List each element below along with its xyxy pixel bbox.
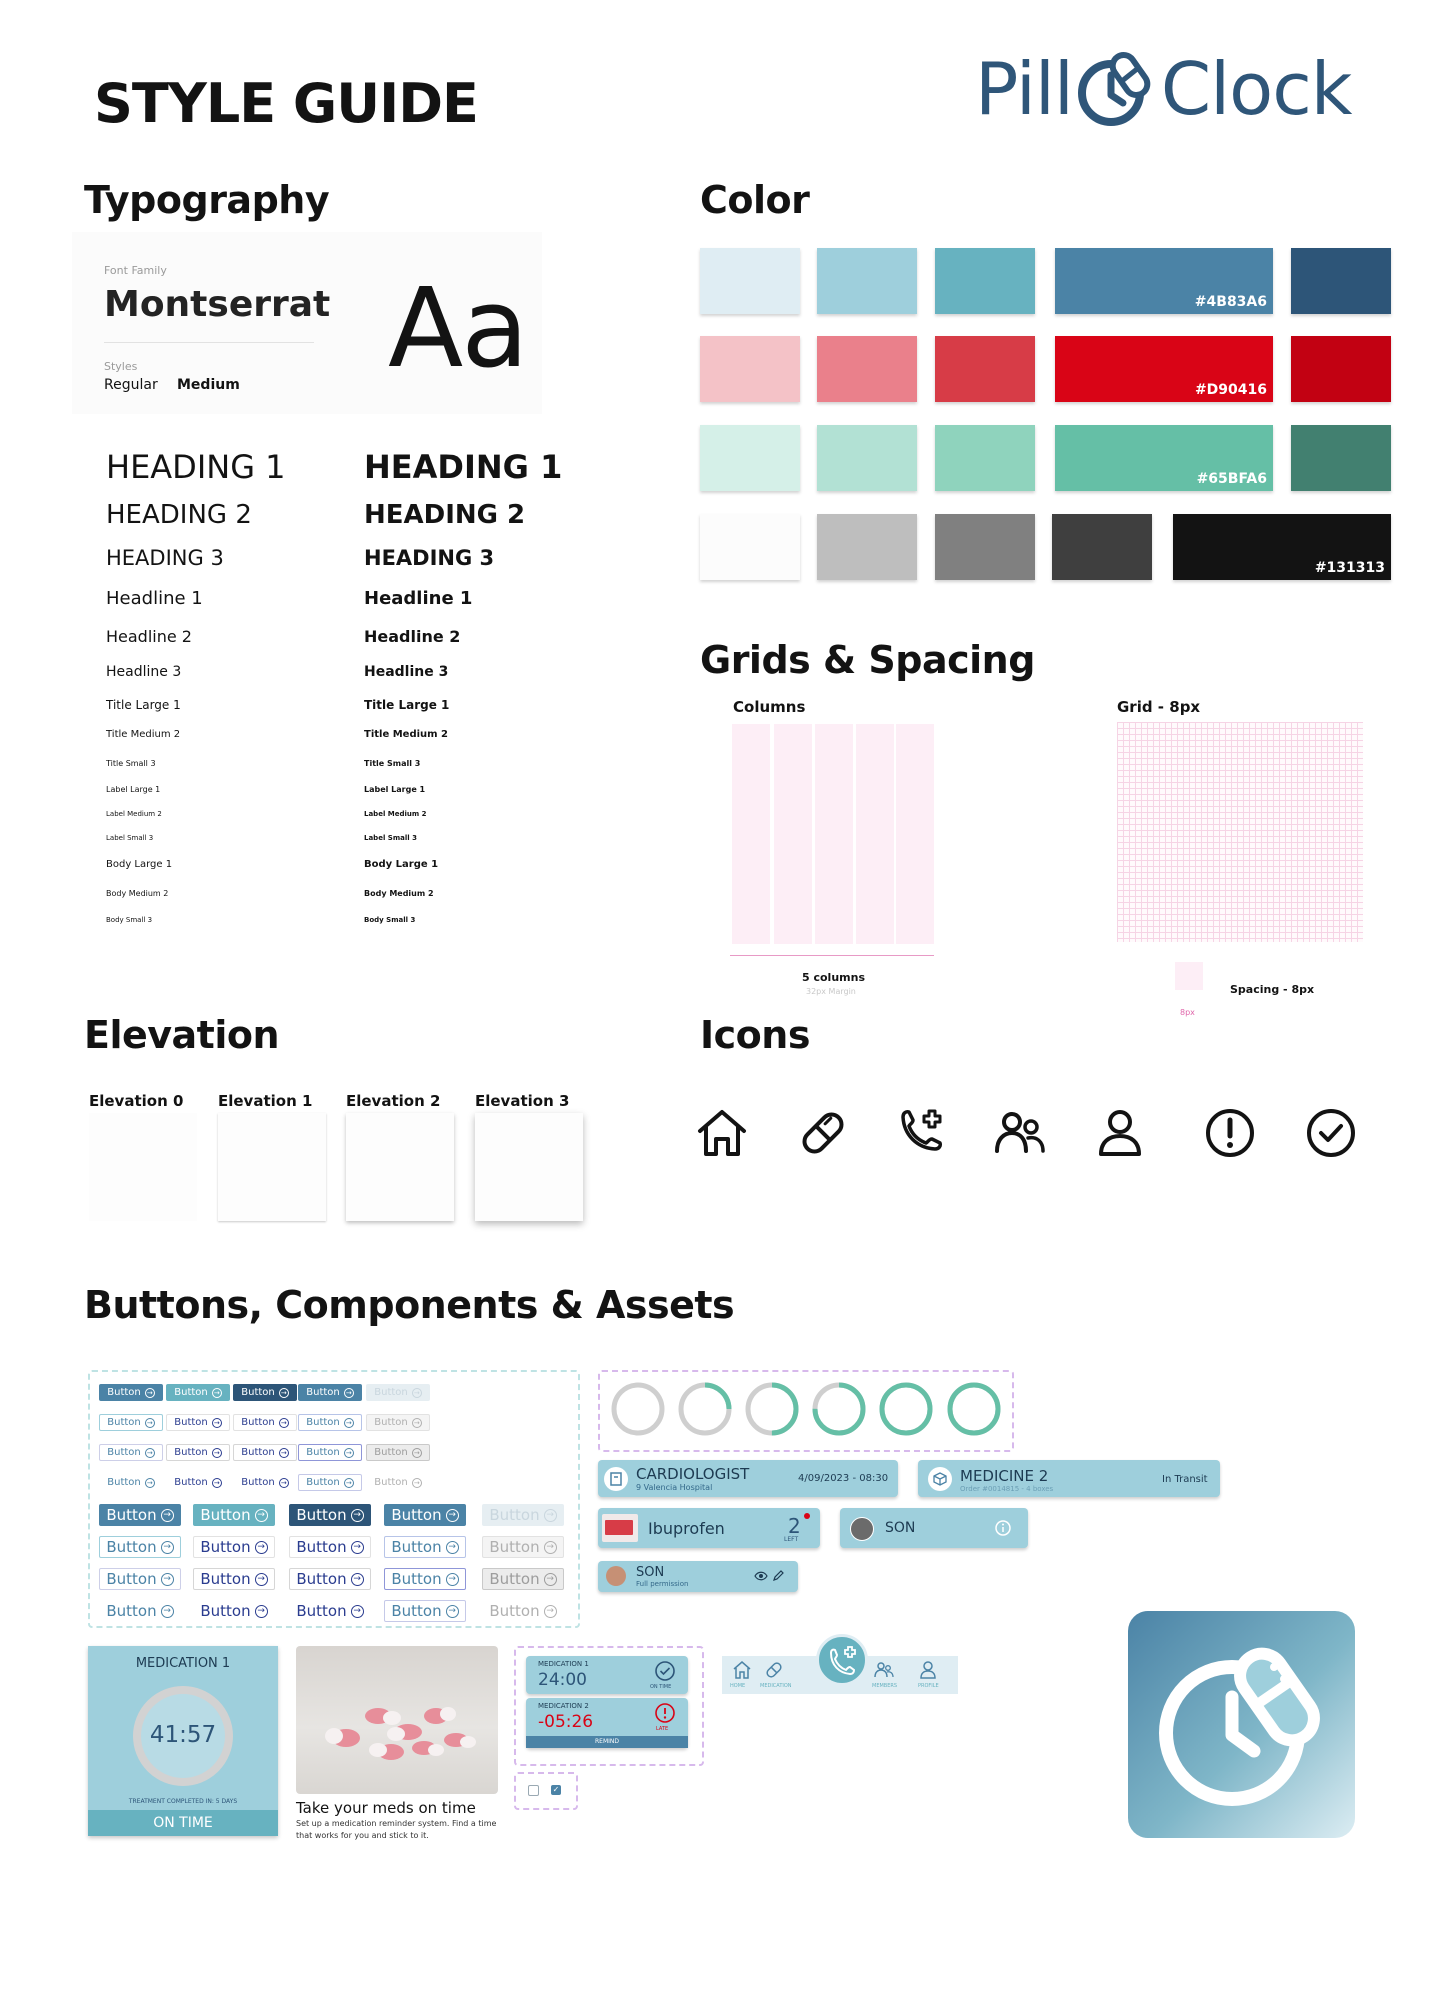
button[interactable] [166, 1414, 230, 1431]
progress-ring [878, 1381, 934, 1437]
nav-medication-label: MEDICATION [760, 1683, 792, 1689]
arrow-right-icon: → [212, 1418, 222, 1428]
button[interactable] [482, 1600, 564, 1622]
order-title: MEDICINE 2 [960, 1467, 1049, 1485]
arrow-right-icon: → [161, 1509, 174, 1522]
status-label: ON TIME [153, 1815, 213, 1831]
color-swatch [1291, 336, 1391, 402]
progress-ring-fill [950, 1385, 998, 1433]
spacing-unit: 8px [1180, 1008, 1195, 1017]
type-heading-2: HEADING 2 [106, 500, 252, 530]
color-swatch [817, 336, 917, 402]
remind-button[interactable] [526, 1736, 688, 1748]
button-label: Button [296, 1538, 347, 1556]
button[interactable] [193, 1600, 275, 1622]
color-swatch [817, 248, 917, 314]
arrow-right-icon: → [145, 1388, 155, 1398]
button[interactable] [482, 1536, 564, 1558]
button[interactable] [384, 1600, 466, 1622]
button-label: Button [296, 1506, 347, 1524]
medication-item-2[interactable] [526, 1698, 688, 1748]
button-label: Button [391, 1538, 442, 1556]
alert-dot [804, 1513, 810, 1519]
checkbox-unchecked[interactable] [528, 1785, 539, 1796]
pill-icon[interactable] [764, 1660, 784, 1680]
button-label: Button [374, 1387, 408, 1398]
button[interactable] [166, 1384, 230, 1401]
icons-heading: Icons [700, 1013, 810, 1057]
button[interactable] [233, 1474, 297, 1491]
type-label-small: Label Small 3 [106, 834, 154, 842]
medication-timer-card[interactable] [88, 1646, 278, 1836]
color-swatch [935, 514, 1035, 580]
button[interactable] [482, 1504, 564, 1526]
progress-ring [610, 1381, 666, 1437]
promo-title: Take your meds on time [296, 1799, 476, 1817]
button-label: Button [489, 1506, 540, 1524]
timer-value: 41:57 [149, 1722, 217, 1748]
button[interactable] [193, 1504, 275, 1526]
button-label: Button [200, 1570, 251, 1588]
button[interactable] [166, 1444, 230, 1461]
order-card[interactable] [918, 1460, 1220, 1497]
color-swatch [817, 514, 917, 580]
color-swatch [1055, 336, 1273, 402]
arrow-right-icon: → [412, 1478, 422, 1488]
progress-ring [811, 1381, 867, 1437]
button-label: Button [306, 1387, 340, 1398]
margin-caption: 32px Margin [806, 987, 856, 996]
button[interactable] [384, 1536, 466, 1558]
font-name: Montserrat [104, 284, 331, 325]
logo-text-left: Pill [975, 47, 1073, 131]
color-hex-label: #65BFA6 [1196, 471, 1267, 487]
medication-item-status: LATE [656, 1726, 669, 1732]
arrow-right-icon: → [212, 1448, 222, 1458]
arrow-right-icon: → [145, 1418, 155, 1428]
grid-column [815, 724, 853, 944]
font-sample: Aa [388, 264, 527, 392]
elevation-card-3 [475, 1113, 583, 1221]
elevation-card-1 [218, 1113, 326, 1221]
button[interactable] [99, 1504, 181, 1526]
button-label: Button [107, 1447, 141, 1458]
type-body-small: Body Small 3 [364, 916, 416, 924]
button[interactable] [384, 1568, 466, 1590]
profile-icon[interactable] [918, 1660, 938, 1680]
elevation-label-0: Elevation 0 [89, 1092, 184, 1110]
arrow-right-icon: → [544, 1605, 557, 1618]
type-label-large: Label Large 1 [106, 785, 161, 794]
elevation-heading: Elevation [84, 1013, 280, 1057]
style-medium: Medium [177, 377, 240, 393]
arrow-right-icon: → [161, 1541, 174, 1554]
arrow-right-icon: → [351, 1541, 364, 1554]
grids-heading: Grids & Spacing [700, 638, 1035, 682]
arrow-right-icon: → [344, 1448, 354, 1458]
info-icon[interactable] [994, 1519, 1012, 1537]
button[interactable] [193, 1536, 275, 1558]
button-label: Button [106, 1506, 157, 1524]
type-title-small: Title Small 3 [106, 759, 156, 768]
button[interactable] [193, 1568, 275, 1590]
button[interactable] [99, 1474, 163, 1491]
arrow-right-icon: → [344, 1418, 354, 1428]
arrow-right-icon: → [279, 1478, 289, 1488]
color-swatch [1291, 425, 1391, 491]
arrow-right-icon: → [544, 1509, 557, 1522]
button-label: Button [306, 1477, 340, 1488]
alert-icon [1202, 1105, 1258, 1161]
grid-column [774, 724, 812, 944]
medication-item-status: ON TIME [650, 1684, 672, 1690]
member-name: SON [885, 1520, 916, 1536]
pill-icon [795, 1105, 851, 1161]
arrow-right-icon: → [344, 1388, 354, 1398]
member-card[interactable] [840, 1508, 1028, 1548]
button-label: Button [106, 1570, 157, 1588]
arrow-right-icon: → [412, 1448, 422, 1458]
arrow-right-icon: → [351, 1509, 364, 1522]
pills-illustration [296, 1646, 498, 1794]
button-label: Button [174, 1477, 208, 1488]
color-swatch [1055, 248, 1273, 314]
button[interactable] [289, 1600, 371, 1622]
columns-caption: 5 columns [802, 971, 866, 984]
arrow-right-icon: → [212, 1388, 222, 1398]
arrow-right-icon: → [351, 1605, 364, 1618]
eye-icon[interactable] [754, 1570, 768, 1582]
arrow-right-icon: → [544, 1541, 557, 1554]
order-detail: Order #0014815 - 4 boxes [960, 1485, 1054, 1493]
fab-add-appointment[interactable] [816, 1634, 868, 1686]
arrow-right-icon: → [544, 1573, 557, 1586]
order-status: In Transit [1162, 1474, 1208, 1485]
type-heading-1: HEADING 1 [106, 448, 286, 486]
medication-title: MEDICATION 1 [135, 1656, 231, 1671]
columns-label: Columns [733, 698, 806, 716]
button-label: Button [374, 1417, 408, 1428]
arrow-right-icon: → [446, 1541, 459, 1554]
medication-item-time: 24:00 [538, 1670, 587, 1690]
type-title-large: Title Large 1 [364, 698, 450, 712]
type-title-medium: Title Medium 2 [364, 729, 449, 740]
arrow-right-icon: → [255, 1573, 268, 1586]
arrow-right-icon: → [446, 1573, 459, 1586]
medication-item-label: MEDICATION 1 [538, 1660, 589, 1668]
style-regular: Regular [104, 377, 158, 393]
phone-medical-icon [893, 1105, 949, 1161]
button-label: Button [174, 1447, 208, 1458]
type-label-large: Label Large 1 [364, 785, 426, 794]
type-headline-1: Headline 1 [106, 588, 203, 609]
button-label: Button [391, 1570, 442, 1588]
stock-card[interactable] [598, 1508, 820, 1548]
button-label: Button [241, 1477, 275, 1488]
button[interactable] [99, 1384, 163, 1401]
button-label: Button [106, 1602, 157, 1620]
grid-label: Grid - 8px [1117, 698, 1201, 716]
type-heading-3: HEADING 3 [364, 546, 495, 570]
check-icon [1303, 1105, 1359, 1161]
type-body-medium: Body Medium 2 [364, 889, 434, 898]
divider [104, 342, 314, 343]
button-label: Button [200, 1538, 251, 1556]
button-label: Button [107, 1417, 141, 1428]
type-title-large: Title Large 1 [106, 698, 181, 712]
button[interactable] [366, 1474, 430, 1491]
button[interactable] [298, 1444, 362, 1461]
button[interactable] [99, 1568, 181, 1590]
type-heading-3: HEADING 3 [106, 546, 224, 570]
color-heading: Color [700, 178, 810, 222]
arrow-right-icon: → [446, 1509, 459, 1522]
check-icon [654, 1660, 676, 1682]
components-heading: Buttons, Components & Assets [84, 1283, 735, 1327]
logo-text-right: Clock [1160, 47, 1352, 131]
button-label: Button [374, 1447, 408, 1458]
arrow-right-icon: → [255, 1541, 268, 1554]
type-body-small: Body Small 3 [106, 916, 153, 924]
profile-icon [1092, 1105, 1148, 1161]
remind-label: REMIND [594, 1738, 619, 1745]
color-swatch [1173, 514, 1391, 580]
elevation-label-2: Elevation 2 [346, 1092, 441, 1110]
styles-label: Styles [104, 360, 138, 373]
type-label-medium: Label Medium 2 [364, 810, 427, 818]
button-label: Button [200, 1602, 251, 1620]
appointment-card[interactable] [598, 1460, 898, 1497]
color-hex-label: #4B83A6 [1194, 294, 1267, 310]
button[interactable] [289, 1568, 371, 1590]
arrow-right-icon: → [412, 1388, 422, 1398]
grid-8px-preview [1117, 722, 1363, 942]
button[interactable] [366, 1444, 430, 1461]
nav-members-label: MEMBERS [872, 1683, 898, 1689]
treatment-note: TREATMENT COMPLETED IN: 5 DAYS [128, 1798, 238, 1805]
stock-count: 2 [788, 1514, 801, 1538]
button[interactable] [99, 1600, 181, 1622]
arrow-right-icon: → [279, 1418, 289, 1428]
button-label: Button [296, 1570, 347, 1588]
color-swatch [700, 425, 800, 491]
arrow-right-icon: → [279, 1388, 289, 1398]
type-headline-3: Headline 3 [106, 664, 182, 680]
medication-item-time: -05:26 [538, 1712, 594, 1732]
permission-card[interactable] [598, 1561, 798, 1592]
color-swatch [700, 336, 800, 402]
progress-ring [677, 1381, 733, 1437]
button[interactable] [384, 1504, 466, 1526]
button-label: Button [391, 1602, 442, 1620]
checkbox-checked[interactable]: ✓ [552, 1785, 560, 1794]
color-hex-label: #D90416 [1194, 382, 1267, 398]
button-label: Button [374, 1477, 408, 1488]
arrow-right-icon: → [255, 1509, 268, 1522]
button[interactable] [233, 1414, 297, 1431]
ibuprofen-box-image [602, 1514, 638, 1542]
color-swatch [700, 248, 800, 314]
arrow-right-icon: → [145, 1448, 155, 1458]
avatar [850, 1517, 874, 1541]
arrow-right-icon: → [279, 1448, 289, 1458]
grid-column [896, 724, 934, 944]
button[interactable] [366, 1414, 430, 1431]
edit-icon[interactable] [772, 1569, 785, 1582]
font-family-card [72, 232, 542, 414]
margin-line [730, 955, 934, 956]
arrow-right-icon: → [161, 1605, 174, 1618]
button-label: Button [306, 1417, 340, 1428]
pillclock-logo [975, 44, 1351, 134]
appointment-title: CARDIOLOGIST [636, 1465, 750, 1483]
nav-profile-label: PROFILE [918, 1683, 939, 1689]
color-swatch [935, 336, 1035, 402]
type-label-small: Label Small 3 [364, 834, 417, 842]
clock-pill-icon [1128, 1611, 1355, 1838]
stock-left-label: LEFT [784, 1536, 799, 1543]
button[interactable] [289, 1536, 371, 1558]
typography-heading: Typography [84, 178, 330, 222]
progress-ring [946, 1381, 1002, 1437]
grid-column [732, 724, 770, 944]
button[interactable] [99, 1414, 163, 1431]
color-swatch [1052, 514, 1152, 580]
button-label: Button [106, 1538, 157, 1556]
alert-icon [654, 1702, 676, 1724]
elevation-card-2 [346, 1113, 454, 1221]
type-headline-2: Headline 2 [364, 627, 461, 646]
color-swatch [1055, 425, 1273, 491]
appointment-location: 9 Valencia Hospital [636, 1483, 713, 1492]
button[interactable] [233, 1384, 297, 1401]
button-label: Button [489, 1538, 540, 1556]
clock-pill-icon [1075, 47, 1159, 131]
arrow-right-icon: → [412, 1418, 422, 1428]
home-icon[interactable] [732, 1660, 752, 1680]
arrow-right-icon: → [145, 1478, 155, 1488]
type-heading-2: HEADING 2 [364, 500, 526, 530]
button-label: Button [391, 1506, 442, 1524]
font-family-label: Font Family [104, 264, 167, 277]
color-swatch [700, 514, 800, 580]
type-body-large: Body Large 1 [364, 859, 439, 870]
button[interactable] [366, 1384, 430, 1401]
pills-photo [296, 1646, 498, 1794]
box-icon [928, 1467, 952, 1491]
appointment-date: 4/09/2023 - 08:30 [798, 1473, 889, 1484]
status-bar [88, 1810, 278, 1836]
button[interactable] [298, 1384, 362, 1401]
type-title-medium: Title Medium 2 [106, 729, 181, 740]
permission-level: Full permission [636, 1580, 689, 1588]
elevation-label-3: Elevation 3 [475, 1092, 570, 1110]
button[interactable] [99, 1536, 181, 1558]
button[interactable] [482, 1568, 564, 1590]
color-swatch [935, 425, 1035, 491]
arrow-right-icon: → [161, 1573, 174, 1586]
spacing-label: Spacing - 8px [1230, 983, 1315, 996]
button-label: Button [489, 1602, 540, 1620]
progress-ring-fill [882, 1385, 930, 1433]
button-label: Button [174, 1387, 208, 1398]
type-headline-2: Headline 2 [106, 627, 192, 646]
promo-body: Set up a medication reminder system. Find a time that works for you and stick to it. [296, 1819, 497, 1840]
nav-home-label: HOME [730, 1683, 746, 1689]
color-swatch [817, 425, 917, 491]
button[interactable] [99, 1444, 163, 1461]
button-label: Button [241, 1387, 275, 1398]
page-title: STYLE GUIDE [94, 72, 478, 135]
button[interactable] [298, 1474, 362, 1491]
color-swatch [935, 248, 1035, 314]
button-label: Button [306, 1447, 340, 1458]
members-icon [992, 1105, 1048, 1161]
type-body-large: Body Large 1 [106, 859, 173, 870]
type-body-medium: Body Medium 2 [106, 889, 169, 898]
medicine-name: Ibuprofen [648, 1519, 725, 1538]
grid-column [856, 724, 894, 944]
arrow-right-icon: → [212, 1478, 222, 1488]
button-label: Button [489, 1570, 540, 1588]
button-label: Button [107, 1477, 141, 1488]
progress-ring [744, 1381, 800, 1437]
members-icon[interactable] [874, 1660, 894, 1680]
button-label: Button [241, 1447, 275, 1458]
medication-item-1[interactable] [526, 1656, 688, 1694]
arrow-right-icon: → [255, 1605, 268, 1618]
arrow-right-icon: → [351, 1573, 364, 1586]
home-icon [694, 1105, 750, 1161]
button-label: Button [241, 1417, 275, 1428]
hospital-icon [604, 1467, 628, 1491]
button[interactable] [298, 1414, 362, 1431]
button-label: Button [296, 1602, 347, 1620]
type-title-small: Title Small 3 [364, 759, 421, 768]
color-hex-label: #131313 [1314, 560, 1385, 576]
avatar [606, 1566, 626, 1586]
type-heading-1: HEADING 1 [364, 448, 563, 486]
button[interactable] [166, 1474, 230, 1491]
arrow-right-icon: → [344, 1478, 354, 1488]
color-swatch [1291, 248, 1391, 314]
arrow-right-icon: → [446, 1605, 459, 1618]
permission-member: SON [636, 1565, 665, 1580]
button[interactable] [289, 1504, 371, 1526]
type-headline-3: Headline 3 [364, 664, 449, 680]
elevation-card-0 [89, 1113, 197, 1221]
button-label: Button [200, 1506, 251, 1524]
app-icon [1128, 1611, 1355, 1838]
phone-medical-icon [819, 1637, 865, 1683]
button-label: Button [174, 1417, 208, 1428]
button[interactable] [233, 1444, 297, 1461]
type-label-medium: Label Medium 2 [106, 810, 162, 818]
button-label: Button [107, 1387, 141, 1398]
spacing-box [1175, 962, 1203, 990]
elevation-label-1: Elevation 1 [218, 1092, 313, 1110]
type-headline-1: Headline 1 [364, 588, 473, 609]
checkbox-panel [514, 1772, 578, 1810]
medication-item-label: MEDICATION 2 [538, 1702, 589, 1710]
